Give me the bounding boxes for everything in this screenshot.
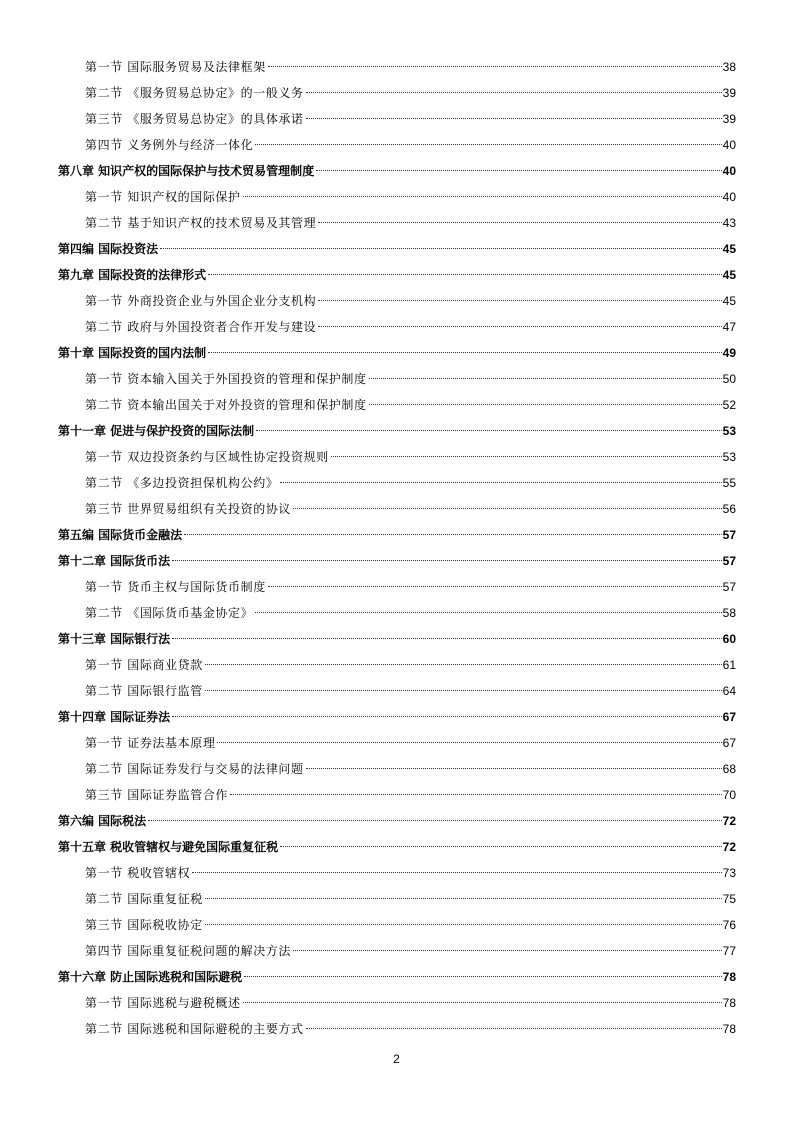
toc-chapter-entry[interactable]: [58, 834, 736, 860]
toc-entry-page: 61: [722, 658, 736, 672]
toc-dot-leader: [293, 508, 722, 509]
toc-dot-leader: [172, 638, 721, 639]
toc-dot-leader: [318, 300, 721, 301]
toc-entry-page: 53: [722, 424, 736, 438]
toc-dot-leader: [318, 222, 721, 223]
toc-entry-title: 第一节 国际逃税与避税概述: [85, 996, 241, 1010]
toc-dot-leader: [205, 664, 722, 665]
toc-dot-leader: [316, 170, 721, 171]
toc-section-entry[interactable]: [58, 496, 736, 522]
toc-entry-title: 第十三章 国际银行法: [58, 632, 171, 646]
toc-entry-title: 第四编 国际投资法: [58, 242, 159, 256]
toc-entry-page: 67: [722, 736, 736, 750]
toc-section-entry[interactable]: [58, 782, 736, 808]
toc-entry-title: 第一节 外商投资企业与外国企业分支机构: [85, 294, 317, 308]
toc-dot-leader: [306, 92, 722, 93]
toc-dot-leader: [148, 820, 721, 821]
toc-chapter-entry[interactable]: [58, 626, 736, 652]
toc-dot-leader: [243, 196, 722, 197]
toc-entry-title: 第三节 国际税收协定: [85, 918, 203, 932]
toc-entry-page: 73: [722, 866, 736, 880]
toc-dot-leader: [268, 66, 722, 67]
toc-entry-page: 72: [722, 840, 736, 854]
toc-dot-leader: [205, 898, 722, 899]
toc-dot-leader: [192, 872, 721, 873]
toc-entry-title: 第四节 义务例外与经济一体化: [85, 138, 254, 152]
toc-entry-page: 50: [722, 372, 736, 386]
toc-section-entry[interactable]: [58, 756, 736, 782]
toc-section-entry[interactable]: [58, 106, 736, 132]
toc-dot-leader: [280, 482, 721, 483]
toc-section-entry[interactable]: [58, 886, 736, 912]
toc-section-entry[interactable]: [58, 392, 736, 418]
toc-dot-leader: [205, 924, 722, 925]
toc-entry-title: 第一节 税收管辖权: [85, 866, 191, 880]
toc-entry-page: 43: [722, 216, 736, 230]
toc-section-entry[interactable]: [58, 288, 736, 314]
toc-entry-page: 40: [722, 138, 736, 152]
toc-section-entry[interactable]: [58, 184, 736, 210]
toc-dot-leader: [331, 456, 722, 457]
toc-dot-leader: [208, 352, 721, 353]
toc-entry-title: 第一节 证券法基本原理: [85, 736, 216, 750]
toc-entry-title: 第十六章 防止国际逃税和国际避税: [58, 970, 243, 984]
toc-chapter-entry[interactable]: [58, 340, 736, 366]
page-number: 2: [393, 1052, 400, 1066]
toc-entry-title: 第八章 知识产权的国际保护与技术贸易管理制度: [58, 164, 315, 178]
toc-entry-page: 53: [722, 450, 736, 464]
toc-entry-page: 56: [722, 502, 736, 516]
toc-dot-leader: [217, 742, 721, 743]
toc-dot-leader: [293, 950, 722, 951]
toc-entry-page: 40: [722, 190, 736, 204]
toc-entry-page: 45: [722, 242, 736, 256]
toc-entry-title: 第三节 世界贸易组织有关投资的协议: [85, 502, 292, 516]
toc-entry-title: 第三节 国际证券监管合作: [85, 788, 229, 802]
toc-section-entry[interactable]: [58, 860, 736, 886]
toc-dot-leader: [172, 716, 721, 717]
toc-section-entry[interactable]: [58, 1016, 736, 1042]
toc-entry-page: 75: [722, 892, 736, 906]
table-of-contents: [58, 54, 736, 1042]
toc-entry-page: 72: [722, 814, 736, 828]
toc-entry-title: 第一节 知识产权的国际保护: [85, 190, 241, 204]
toc-entry-page: 45: [722, 294, 736, 308]
toc-entry-title: 第二节 国际证券发行与交易的法律问题: [85, 762, 304, 776]
toc-chapter-entry[interactable]: [58, 548, 736, 574]
toc-entry-page: 78: [722, 996, 736, 1010]
toc-entry-title: 第十二章 国际货币法: [58, 554, 171, 568]
toc-section-entry[interactable]: [58, 444, 736, 470]
toc-entry-page: 55: [722, 476, 736, 490]
toc-entry-title: 第二节 资本输出国关于对外投资的管理和保护制度: [85, 398, 367, 412]
toc-entry-page: 60: [722, 632, 736, 646]
toc-dot-leader: [205, 690, 722, 691]
toc-entry-page: 64: [722, 684, 736, 698]
toc-entry-title: 第二节 《国际货币基金协定》: [85, 606, 254, 620]
toc-entry-title: 第一节 国际商业贷款: [85, 658, 203, 672]
toc-entry-title: 第十一章 促进与保护投资的国际法制: [58, 424, 255, 438]
toc-chapter-entry[interactable]: [58, 704, 736, 730]
toc-entry-title: 第十五章 税收管辖权与避免国际重复征税: [58, 840, 279, 854]
toc-section-entry[interactable]: [58, 990, 736, 1016]
toc-section-entry[interactable]: [58, 314, 736, 340]
toc-dot-leader: [256, 430, 721, 431]
toc-entry-title: 第五编 国际货币金融法: [58, 528, 183, 542]
toc-entry-page: 78: [722, 970, 736, 984]
toc-entry-page: 57: [722, 580, 736, 594]
toc-entry-title: 第二节 国际重复征税: [85, 892, 203, 906]
toc-entry-title: 第一节 资本输入国关于外国投资的管理和保护制度: [85, 372, 367, 386]
toc-entry-title: 第四节 国际重复征税问题的解决方法: [85, 944, 292, 958]
toc-entry-page: 39: [722, 112, 736, 126]
toc-dot-leader: [208, 274, 721, 275]
toc-entry-title: 第二节 国际逃税和国际避税的主要方式: [85, 1022, 304, 1036]
toc-chapter-entry[interactable]: [58, 808, 736, 834]
toc-section-entry[interactable]: [58, 574, 736, 600]
toc-dot-leader: [160, 248, 721, 249]
toc-dot-leader: [369, 378, 722, 379]
toc-entry-title: 第一节 货币主权与国际货币制度: [85, 580, 266, 594]
toc-dot-leader: [243, 1002, 722, 1003]
toc-section-entry[interactable]: [58, 652, 736, 678]
toc-section-entry[interactable]: [58, 938, 736, 964]
toc-chapter-entry[interactable]: [58, 262, 736, 288]
toc-entry-title: 第二节 政府与外国投资者合作开发与建设: [85, 320, 317, 334]
toc-dot-leader: [280, 846, 721, 847]
toc-section-entry[interactable]: [58, 80, 736, 106]
toc-chapter-entry[interactable]: [58, 236, 736, 262]
toc-section-entry[interactable]: [58, 600, 736, 626]
toc-section-entry[interactable]: [58, 730, 736, 756]
toc-entry-title: 第二节 《多边投资担保机构公约》: [85, 476, 279, 490]
toc-entry-page: 68: [722, 762, 736, 776]
toc-entry-page: 70: [722, 788, 736, 802]
toc-entry-page: 77: [722, 944, 736, 958]
toc-dot-leader: [369, 404, 722, 405]
toc-entry-title: 第一节 国际服务贸易及法律框架: [85, 60, 266, 74]
toc-dot-leader: [230, 794, 722, 795]
toc-dot-leader: [306, 1028, 722, 1029]
toc-entry-page: 49: [722, 346, 736, 360]
toc-dot-leader: [306, 118, 722, 119]
toc-entry-title: 第十章 国际投资的国内法制: [58, 346, 207, 360]
toc-entry-title: 第二节 基于知识产权的技术贸易及其管理: [85, 216, 317, 230]
toc-chapter-entry[interactable]: [58, 964, 736, 990]
toc-entry-page: 78: [722, 1022, 736, 1036]
toc-entry-page: 40: [722, 164, 736, 178]
toc-section-entry[interactable]: [58, 366, 736, 392]
toc-chapter-entry[interactable]: [58, 418, 736, 444]
toc-entry-title: 第六编 国际税法: [58, 814, 147, 828]
toc-section-entry[interactable]: [58, 210, 736, 236]
toc-chapter-entry[interactable]: [58, 158, 736, 184]
toc-entry-page: 52: [722, 398, 736, 412]
toc-entry-title: 第九章 国际投资的法律形式: [58, 268, 207, 282]
toc-entry-title: 第二节 《服务贸易总协定》的一般义务: [85, 86, 304, 100]
toc-entry-title: 第二节 国际银行监管: [85, 684, 203, 698]
toc-entry-title: 第三节 《服务贸易总协定》的具体承诺: [85, 112, 304, 126]
toc-entry-page: 57: [722, 554, 736, 568]
toc-dot-leader: [255, 144, 721, 145]
toc-section-entry[interactable]: [58, 54, 736, 80]
toc-entry-page: 57: [722, 528, 736, 542]
toc-section-entry[interactable]: [58, 678, 736, 704]
toc-entry-title: 第一节 双边投资条约与区域性协定投资规则: [85, 450, 329, 464]
toc-dot-leader: [255, 612, 721, 613]
toc-entry-title: 第十四章 国际证券法: [58, 710, 171, 724]
toc-dot-leader: [244, 976, 721, 977]
toc-entry-page: 39: [722, 86, 736, 100]
toc-entry-page: 47: [722, 320, 736, 334]
toc-dot-leader: [318, 326, 721, 327]
toc-section-entry[interactable]: [58, 132, 736, 158]
toc-dot-leader: [268, 586, 722, 587]
toc-entry-page: 45: [722, 268, 736, 282]
toc-section-entry[interactable]: [58, 912, 736, 938]
toc-dot-leader: [184, 534, 721, 535]
toc-entry-page: 38: [722, 60, 736, 74]
toc-entry-page: 76: [722, 918, 736, 932]
toc-dot-leader: [172, 560, 721, 561]
toc-entry-page: 67: [722, 710, 736, 724]
toc-dot-leader: [306, 768, 722, 769]
toc-section-entry[interactable]: [58, 470, 736, 496]
toc-entry-page: 58: [722, 606, 736, 620]
toc-chapter-entry[interactable]: [58, 522, 736, 548]
